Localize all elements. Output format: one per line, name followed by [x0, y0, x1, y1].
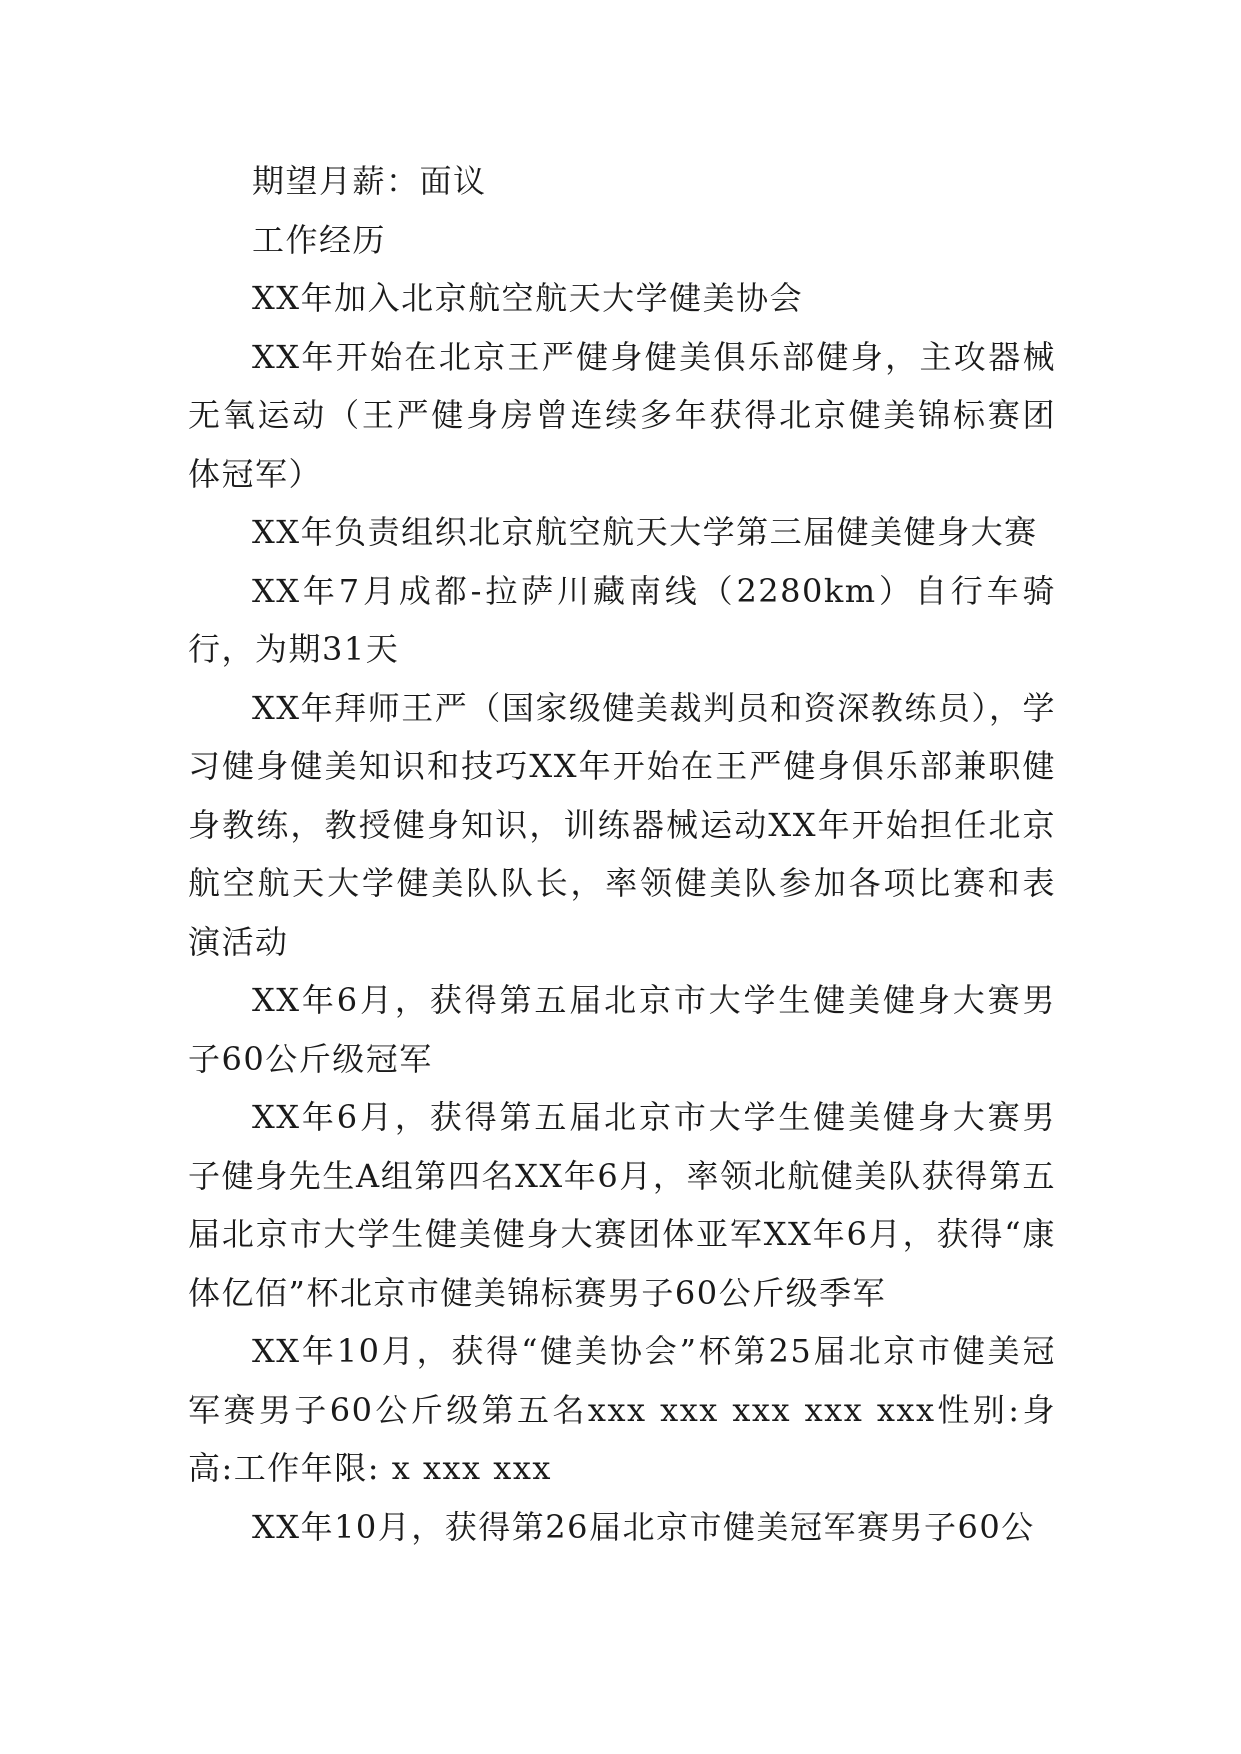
paragraph-award-multiple: XX年6月，获得第五届北京市大学生健美健身大赛男子健身先生A组第四名XX年6月，率领北航健美队获得第五届北京市大学生健美健身大赛团体亚军XX年6月，获得“康体亿佰”杯北京市健美锦标赛男子60公斤级季军 [188, 1098, 1056, 1312]
paragraph-gym-training: XX年开始在北京王严健身健美俱乐部健身，主攻器械无氧运动（王严健身房曾连续多年获得北京健美锦标赛团体冠军） [188, 337, 1056, 493]
paragraph-expected-salary: 期望月薪：面议 [252, 162, 487, 200]
paragraph-award-26th: XX年10月，获得第26届北京市健美冠军赛男子60公 [252, 1507, 1035, 1546]
paragraph-award-25th: XX年10月，获得“健美协会”杯第25届北京市健美冠军赛男子60公斤级第五名xxx xxx xxx xxx xxx性别:身高:工作年限: x xxx xxx [188, 1332, 1056, 1487]
paragraph-organize-contest: XX年负责组织北京航空航天大学第三届健美健身大赛 [252, 513, 1038, 551]
paragraph-join-association: XX年加入北京航空航天大学健美协会 [252, 279, 804, 317]
document-body [188, 152, 1056, 1556]
paragraph-award-champion: XX年6月，获得第五届北京市大学生健美健身大赛男子60公斤级冠军 [188, 981, 1056, 1078]
paragraph-work-experience-heading: 工作经历 [252, 220, 387, 259]
paragraph-cycling-trip: XX年7月成都-拉萨川藏南线（2280km）自行车骑行，为期31天 [188, 571, 1056, 668]
paragraph-mentor-coaching: XX年拜师王严（国家级健美裁判员和资深教练员），学习健身健美知识和技巧XX年开始在王严健身俱乐部兼职健身教练，教授健身知识，训练器械运动XX年开始担任北京航空航天大学健美队队长，率领健美队参加各项比赛和表演活动 [188, 688, 1056, 961]
